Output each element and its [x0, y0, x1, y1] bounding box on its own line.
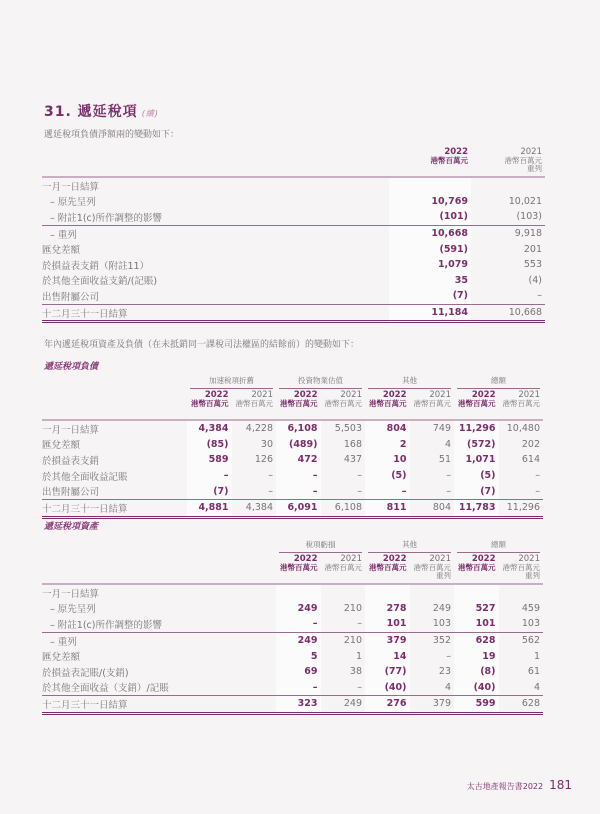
header-spacer [42, 148, 389, 177]
cell-value: 10,668 [471, 304, 545, 322]
cell-value: 2 [365, 437, 410, 453]
column-header-2021 [499, 555, 544, 584]
cell-value: 38 [349, 666, 362, 678]
restated-label: 重列 [525, 571, 540, 580]
row-label: – 重列 [42, 225, 389, 241]
cell-value: 323 [276, 696, 321, 714]
cell-value: (591) [389, 241, 471, 257]
cell-value: 11,296 [499, 499, 544, 517]
assets-subtitle: 遞延稅項資產 [44, 522, 99, 532]
cell-value: (5) [365, 468, 410, 484]
cell-value: 599 [454, 696, 499, 714]
unit-label: 港幣百萬元 [280, 399, 318, 408]
cell-value: 11,783 [454, 499, 499, 517]
cell-value: 379 [410, 696, 455, 714]
row-label: 匯兌差額 [42, 245, 81, 257]
year-label: 2022 [382, 390, 407, 400]
cell-value: – [446, 485, 451, 497]
cell-value: 9,918 [471, 225, 545, 241]
section-title [44, 101, 159, 121]
column-header-2021 [321, 555, 366, 584]
table-row [42, 437, 543, 453]
cell-value: 23 [438, 666, 451, 678]
table-row [42, 680, 543, 696]
row-label: 於損益表支銷（附註11） [42, 260, 150, 272]
cell-value: 527 [454, 601, 499, 617]
cell-value: 103 [521, 618, 540, 630]
cell-value [410, 584, 455, 601]
cell-value: 14 [365, 648, 410, 664]
cell-value: 101 [454, 616, 499, 632]
unit-label: 港幣百萬元 [280, 563, 318, 572]
cell-value: (489) [276, 437, 321, 453]
cell-value: 4,881 [187, 499, 232, 517]
cell-value [499, 584, 544, 601]
cell-value: 19 [454, 648, 499, 664]
cell-value [321, 584, 366, 601]
cell-value: (8) [454, 664, 499, 680]
year-label: 2021 [251, 390, 273, 400]
cell-value: 249 [276, 601, 321, 617]
deferred-tax-assets-table [42, 541, 543, 715]
table-row [42, 194, 545, 210]
column-group-header [276, 377, 365, 391]
cell-value: – [357, 618, 362, 630]
cell-value [471, 177, 545, 194]
row-label: – 原先呈列 [50, 197, 96, 209]
cell-value: 4,384 [232, 499, 277, 517]
table-row [42, 664, 543, 680]
cell-value: 4 [444, 438, 451, 450]
unit-spacer [454, 408, 496, 416]
cell-value: (7) [454, 483, 499, 499]
row-label: 一月一日結算 [42, 181, 100, 193]
intro-movements: 年內遞延稅項資產及負債（在未抵銷同一課稅司法權區的結餘前）的變動如下： [44, 340, 360, 350]
year-header-row [42, 555, 543, 584]
cell-value: – [446, 470, 451, 482]
cell-value: (7) [187, 483, 232, 499]
cell-value: 614 [521, 454, 540, 466]
row-label: 出售附屬公司 [42, 487, 100, 499]
cell-value: 804 [410, 499, 455, 517]
cell-value: 276 [365, 696, 410, 714]
year-label: 2022 [293, 554, 318, 564]
continued-label: (續) [141, 109, 159, 118]
column-group-label: 其他 [368, 541, 451, 553]
column-header-2021 [321, 391, 366, 420]
cell-value: 6,108 [276, 420, 321, 437]
unit-label: 港幣百萬元 [502, 563, 540, 572]
cell-value: – [357, 485, 362, 497]
year-label: 2021 [429, 554, 451, 564]
cell-value: – [365, 483, 410, 499]
table-row [42, 452, 543, 468]
table-row [42, 499, 543, 517]
cell-value: 201 [523, 243, 542, 255]
unit-label: 港幣百萬元 [504, 156, 542, 165]
column-group-label: 稅項虧損 [279, 541, 362, 553]
row-label: 匯兌差額 [42, 652, 81, 664]
table-row [42, 288, 545, 304]
column-group-header [365, 541, 454, 555]
restated-label: 重列 [527, 164, 542, 173]
cell-value: 10 [365, 452, 410, 468]
row-label: 十二月三十一日結算 [42, 499, 187, 517]
cell-value: 4,228 [245, 423, 273, 435]
cell-value: 126 [254, 454, 273, 466]
year-label: 2021 [518, 554, 540, 564]
cell-value: (40) [365, 680, 410, 696]
table-row [42, 304, 545, 322]
year-header-row [42, 391, 543, 420]
cell-value: – [535, 485, 540, 497]
year-label: 2021 [340, 554, 362, 564]
year-label: 2022 [444, 147, 468, 157]
column-group-header [276, 541, 365, 555]
cell-value: 5,503 [334, 423, 362, 435]
cell-value: 1 [355, 650, 362, 662]
unit-spacer [365, 572, 407, 580]
year-label: 2022 [382, 554, 407, 564]
year-header-row [42, 148, 545, 177]
header-spacer [42, 541, 276, 555]
column-group-header [365, 377, 454, 391]
column-group-label: 總額 [457, 377, 540, 389]
cell-value: 459 [521, 602, 540, 614]
cell-value: 51 [438, 454, 451, 466]
cell-value: – [357, 470, 362, 482]
cell-value: – [276, 680, 321, 696]
unit-label: 港幣百萬元 [430, 156, 468, 165]
table-row [42, 177, 545, 194]
unit-label: 港幣百萬元 [369, 563, 407, 572]
cell-value: – [446, 650, 451, 662]
page-footer [467, 778, 572, 792]
cell-value: 10,480 [506, 423, 540, 435]
cell-value: (40) [454, 680, 499, 696]
table-row [42, 601, 543, 617]
table-row [42, 257, 545, 273]
column-group-label: 投資物業估值 [279, 377, 362, 389]
cell-value [389, 177, 471, 194]
table-row [42, 632, 543, 648]
year-label: 2022 [293, 390, 318, 400]
column-header-2021 [232, 391, 277, 420]
unit-spacer [389, 165, 468, 173]
group-header-row [42, 541, 543, 555]
cell-value: 168 [343, 438, 362, 450]
cell-value: (4) [528, 274, 542, 286]
net-deferred-tax-table [42, 148, 545, 323]
column-header-2022 [454, 555, 499, 584]
unit-label: 港幣百萬元 [502, 399, 540, 408]
cell-value: 278 [365, 601, 410, 617]
cell-value: 804 [365, 420, 410, 437]
cell-value [365, 584, 410, 601]
row-label: 十二月三十一日結算 [42, 304, 389, 322]
cell-value: 10,668 [389, 225, 471, 241]
row-label: 一月一日結算 [42, 424, 100, 436]
column-header-2022 [276, 391, 321, 420]
row-label: 出售附屬公司 [42, 291, 100, 303]
cell-value: 628 [454, 632, 499, 648]
column-group-header [454, 377, 543, 391]
row-label: 於其他全面收益支銷/(記賬) [42, 276, 158, 288]
column-header-2022 [454, 391, 499, 420]
cell-value [454, 584, 499, 601]
column-group-label: 其他 [368, 377, 451, 389]
unit-label: 港幣百萬元 [458, 399, 496, 408]
row-label: 於其他全面收益（支銷）/記賬 [42, 683, 169, 695]
cell-value: – [537, 290, 542, 302]
cell-value: 249 [432, 602, 451, 614]
cell-value: 472 [276, 452, 321, 468]
cell-value: 1 [533, 650, 540, 662]
row-label: 於損益表記賬/(支銷) [42, 667, 129, 679]
cell-value: 6,091 [276, 499, 321, 517]
row-label: – 重列 [42, 632, 276, 648]
year-label: 2021 [340, 390, 362, 400]
unit-spacer [276, 408, 318, 416]
cell-value: 589 [187, 452, 232, 468]
column-header-2022 [365, 555, 410, 584]
cell-value: 628 [499, 696, 544, 714]
year-label: 2021 [518, 390, 540, 400]
column-header-2022 [276, 555, 321, 584]
unit-spacer [410, 408, 452, 416]
section-title-text: 31. 遞延稅項 [44, 104, 138, 120]
cell-value: 11,296 [454, 420, 499, 437]
column-header-2022 [365, 391, 410, 420]
table-row [42, 648, 543, 664]
unit-spacer [187, 408, 229, 416]
cell-value: – [187, 468, 232, 484]
table-row [42, 584, 543, 601]
unit-label: 港幣百萬元 [324, 563, 362, 572]
year-label: 2021 [429, 390, 451, 400]
header-spacer [42, 377, 187, 391]
cell-value [276, 584, 321, 601]
cell-value: – [276, 616, 321, 632]
cell-value: (7) [389, 288, 471, 304]
cell-value: 1,071 [454, 452, 499, 468]
column-group-header [454, 541, 543, 555]
unit-label: 港幣百萬元 [413, 399, 451, 408]
table-row [42, 483, 543, 499]
cell-value: 4 [444, 681, 451, 693]
unit-spacer [365, 408, 407, 416]
cell-value: 379 [365, 632, 410, 648]
cell-value: 1,079 [389, 257, 471, 273]
cell-value: – [276, 468, 321, 484]
column-header-2022 [389, 148, 471, 177]
year-label: 2022 [471, 390, 496, 400]
unit-label: 港幣百萬元 [458, 563, 496, 572]
unit-label: 港幣百萬元 [324, 399, 362, 408]
row-label: – 原先呈列 [50, 604, 96, 616]
row-label: 匯兌差額 [42, 440, 81, 452]
column-header-2021 [471, 148, 545, 177]
cell-value: 553 [523, 259, 542, 271]
cell-value: (77) [365, 664, 410, 680]
cell-value: 4,384 [187, 420, 232, 437]
cell-value: 437 [343, 454, 362, 466]
cell-value: 5 [276, 648, 321, 664]
cell-value: 202 [521, 438, 540, 450]
cell-value: 10,021 [508, 195, 542, 207]
table-row [42, 241, 545, 257]
table-row [42, 225, 545, 241]
unit-label: 港幣百萬元 [369, 399, 407, 408]
table-row [42, 468, 543, 484]
cell-value: (85) [187, 437, 232, 453]
cell-value: 352 [410, 632, 455, 648]
column-header-2021 [499, 391, 544, 420]
cell-value: (572) [454, 437, 499, 453]
cell-value: 811 [365, 499, 410, 517]
liabilities-subtitle: 遞延稅項負債 [44, 362, 99, 372]
unit-spacer [321, 408, 363, 416]
cell-value: 749 [432, 423, 451, 435]
unit-spacer [276, 572, 318, 580]
column-header-2021 [410, 555, 455, 584]
cell-value: 210 [321, 632, 366, 648]
cell-value: 6,108 [321, 499, 366, 517]
cell-value: 249 [276, 632, 321, 648]
unit-spacer [499, 408, 541, 416]
column-group-header [187, 377, 276, 391]
header-spacer [42, 555, 276, 584]
cell-value: 30 [260, 438, 273, 450]
column-group-label: 加速稅項折舊 [190, 377, 273, 389]
cell-value: – [276, 483, 321, 499]
cell-value: (5) [454, 468, 499, 484]
row-label: 十二月三十一日結算 [42, 696, 276, 714]
column-header-2022 [187, 391, 232, 420]
table-row [42, 616, 543, 632]
intro-net-liabilities: 遞延稅項負債淨額兩的變動如下： [44, 130, 180, 140]
cell-value: 10,769 [389, 194, 471, 210]
cell-value: 11,184 [389, 304, 471, 322]
cell-value: 103 [432, 618, 451, 630]
cell-value: 35 [389, 273, 471, 289]
unit-label: 港幣百萬元 [413, 563, 451, 572]
unit-label: 港幣百萬元 [235, 399, 273, 408]
cell-value: (101) [389, 209, 471, 225]
row-label: – 附註1(c)所作調整的影響 [50, 212, 162, 224]
column-group-label: 總額 [457, 541, 540, 553]
table-row [42, 420, 543, 437]
cell-value: 4 [533, 681, 540, 693]
cell-value: 61 [527, 666, 540, 678]
column-header-2021 [410, 391, 455, 420]
year-label: 2021 [520, 147, 542, 157]
restated-label: 重列 [436, 571, 451, 580]
unit-spacer [232, 408, 274, 416]
row-label: 一月一日結算 [42, 588, 100, 600]
header-spacer [42, 391, 187, 420]
table-row [42, 209, 545, 225]
cell-value: 562 [499, 632, 544, 648]
cell-value: – [535, 470, 540, 482]
cell-value: – [357, 681, 362, 693]
year-label: 2022 [471, 554, 496, 564]
group-header-row [42, 377, 543, 391]
cell-value: 210 [343, 602, 362, 614]
unit-label: 港幣百萬元 [191, 399, 229, 408]
row-label: 於損益表支銷 [42, 455, 100, 467]
cell-value: (103) [516, 211, 542, 223]
cell-value: 69 [276, 664, 321, 680]
page-number: 181 [549, 778, 572, 792]
cell-value: 249 [321, 696, 366, 714]
unit-spacer [454, 572, 496, 580]
table-row [42, 696, 543, 714]
cell-value: – [268, 470, 273, 482]
row-label: 於其他全面收益記賬 [42, 471, 128, 483]
unit-spacer [321, 572, 363, 580]
row-label: – 附註1(c)所作調整的影響 [50, 619, 162, 631]
report-name: 太古地產報告書2022 [466, 782, 544, 791]
deferred-tax-liabilities-table [42, 377, 543, 519]
cell-value: – [268, 485, 273, 497]
cell-value: 101 [365, 616, 410, 632]
year-label: 2022 [204, 390, 229, 400]
table-row [42, 273, 545, 289]
